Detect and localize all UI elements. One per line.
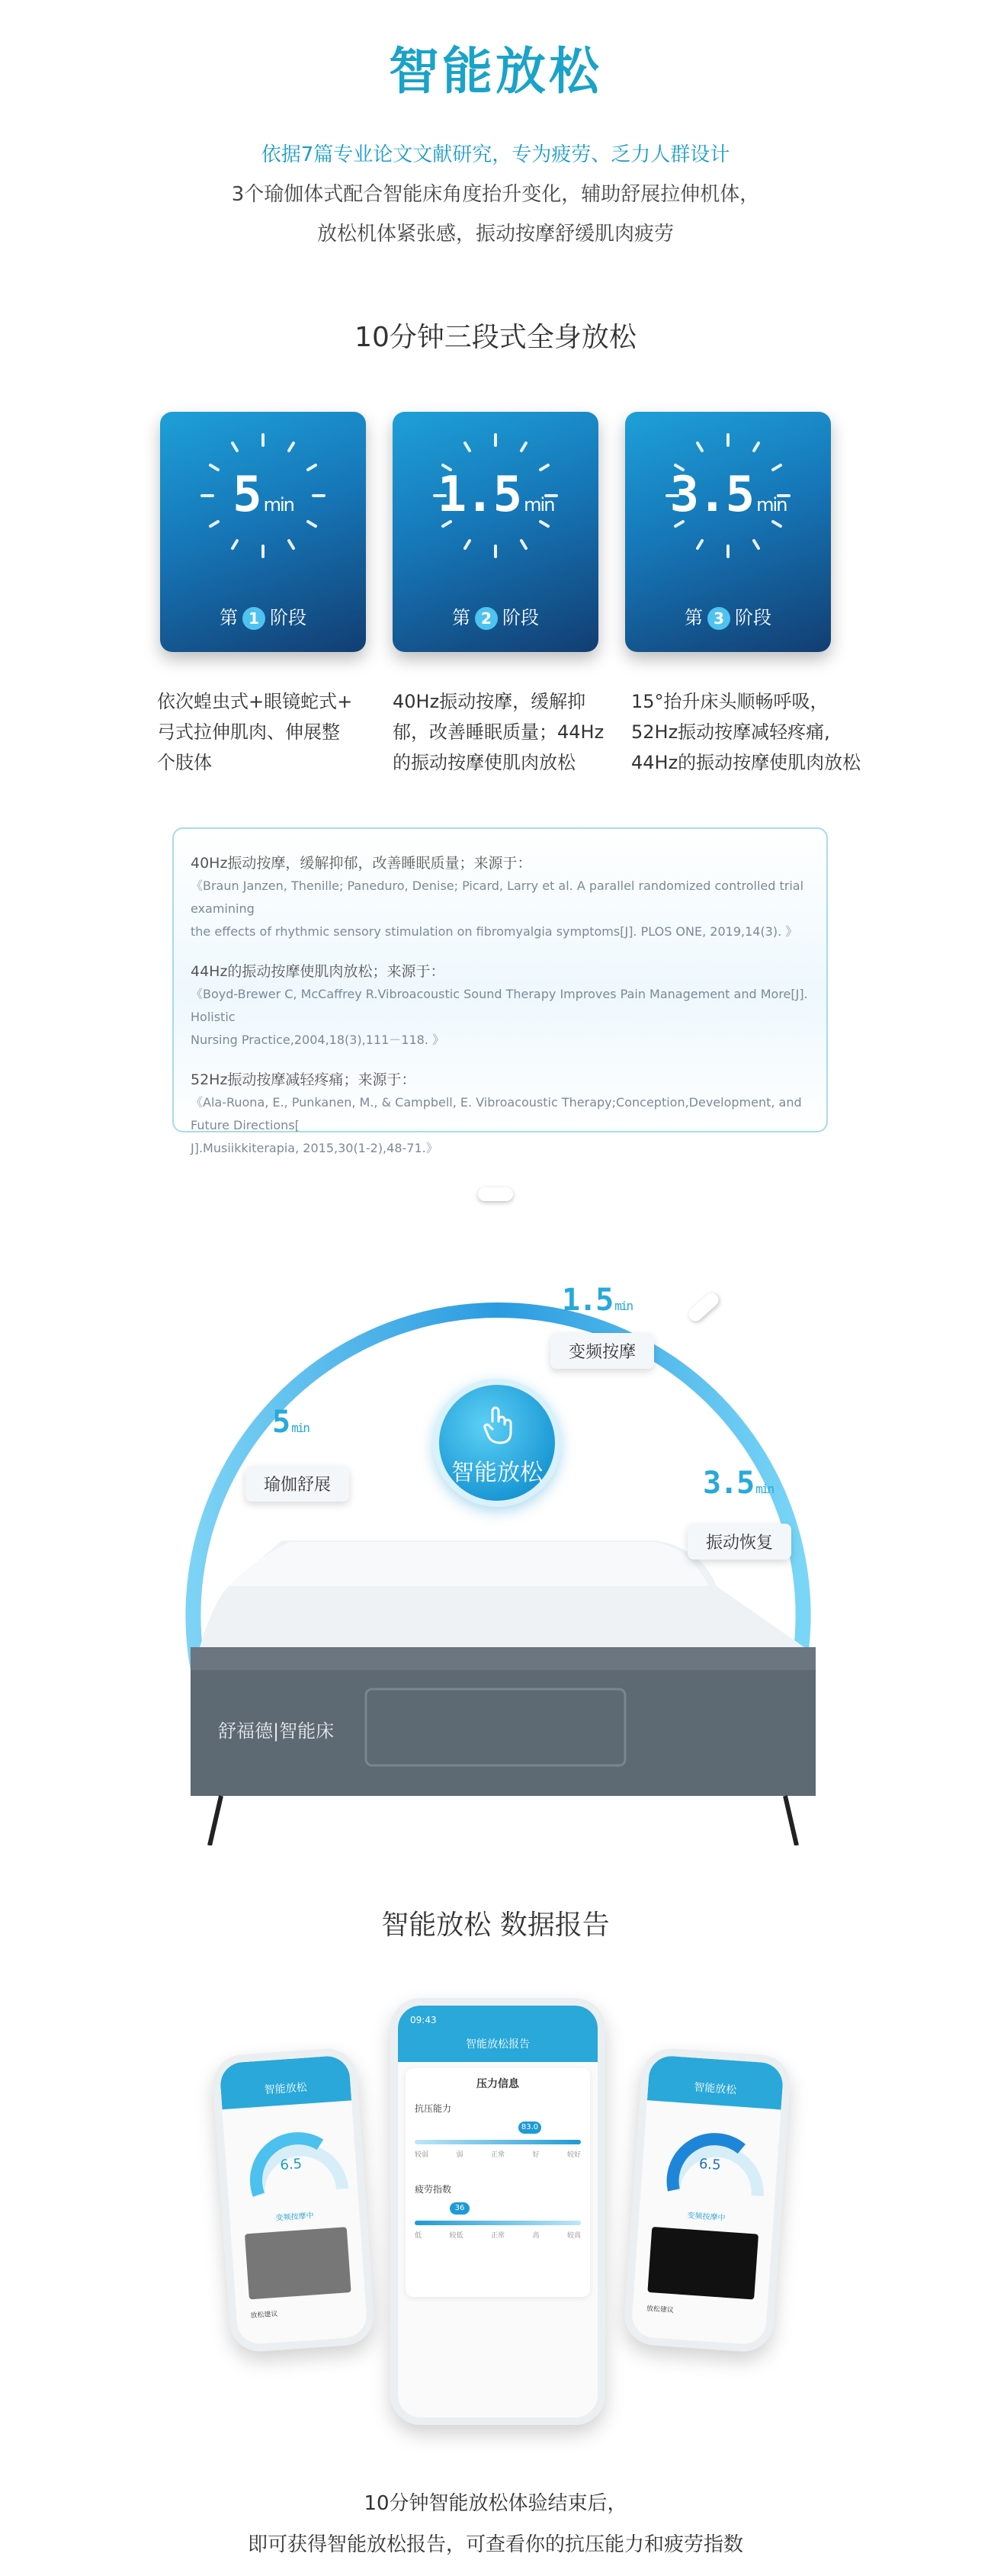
resilience-label: 抗压能力 — [415, 2103, 452, 2114]
gauge-value: 6.5 — [279, 2156, 303, 2174]
stage-3-prefix: 第 — [685, 607, 703, 628]
phone-right — [623, 2047, 793, 2354]
phone-center — [390, 1998, 605, 2425]
pressure-card — [406, 2068, 590, 2297]
stage-2-unit: min — [524, 494, 554, 516]
stage-2-suffix: 阶段 — [502, 607, 539, 628]
tick-label: 正常 — [490, 2151, 505, 2159]
bottom-line-1: 10分钟智能放松体验结束后， — [364, 2492, 627, 2515]
chip-vibration-recovery: 振动恢复 — [688, 1524, 791, 1559]
desc-line: 44Hz的振动按摩使肌肉放松 — [631, 752, 861, 773]
stage-card-2 — [393, 412, 598, 652]
note-title: 放松建议 — [250, 2310, 278, 2321]
report-title: 智能放松 数据报告 — [381, 1910, 610, 1941]
tick-label: 较弱 — [415, 2151, 429, 2159]
stage-2-index: 2 — [475, 607, 498, 630]
references-box — [172, 827, 828, 1155]
tick-label: 弱 — [456, 2151, 463, 2159]
gauge-caption: 变频按摩中 — [687, 2211, 726, 2223]
phone-left — [211, 2047, 377, 2353]
reference-title: 44Hz的振动按摩使肌肉放松；来源于： — [191, 963, 445, 980]
citation-line: 《Braun Janzen, Thenille; Paneduro, Denise; Picard, Larry et al. A parallel randomized controlled trial examining — [191, 878, 804, 916]
fatigue-ticks — [415, 2230, 581, 2240]
stage-2-desc — [393, 686, 629, 778]
desc-line: 依次蝗虫式+眼镜蛇式+ — [157, 691, 353, 712]
desc-line: 弓式拉伸肌肉、伸展整 — [157, 721, 340, 743]
stage-3-suffix: 阶段 — [735, 607, 771, 628]
tap-hand-icon — [482, 1405, 515, 1444]
desc-line: 40Hz振动按摩，缓解抑 — [393, 691, 586, 712]
diagram-value-1 — [272, 1405, 309, 1440]
desc-line: 52Hz振动按摩减轻疼痛, — [631, 721, 830, 743]
stage-1-desc — [157, 686, 393, 778]
gauge-value: 6.5 — [698, 2156, 722, 2174]
diagram-value-3 — [703, 1466, 773, 1501]
intro-line-2: 3个瑜伽体式配合智能床角度抬升变化，辅助舒展拉伸机体， — [231, 183, 760, 206]
stage-2-prefix: 第 — [452, 607, 470, 628]
diagram-value-2-unit: min — [614, 1299, 633, 1313]
phone-center-bar: 智能放松报告 — [398, 2006, 598, 2062]
tick-label: 好 — [532, 2151, 540, 2159]
smart-relax-button[interactable] — [433, 1379, 561, 1507]
bed-thumbnail — [647, 2227, 758, 2300]
stage-1-prefix: 第 — [220, 607, 238, 628]
tick-label: 较高 — [566, 2232, 581, 2240]
reference-citation — [191, 983, 810, 1052]
page-title: 智能放松 — [389, 42, 602, 101]
diagram-value-3-number: 3.5 — [703, 1466, 754, 1501]
citation-line: 《Boyd-Brewer C, McCaffrey R.Vibroacoustic Sound Therapy Improves Pain Management and More[J]. Holistic — [191, 987, 808, 1024]
smart-relax-label: 智能放松 — [451, 1460, 543, 1486]
progress-arc-icon — [0, 1190, 991, 1845]
bed-thumbnail — [245, 2227, 351, 2299]
citation-line: the effects of rhythmic sensory stimulation on fibromyalgia symptoms[J]. PLOS ONE, 2019,14(3). 》 — [191, 924, 798, 939]
desc-line: 个肢体 — [157, 752, 212, 773]
tick-label: 低 — [415, 2232, 422, 2240]
gauge-caption: 变频按摩中 — [275, 2211, 314, 2223]
stage-card-3 — [625, 412, 831, 652]
diagram-value-1-number: 5 — [272, 1405, 290, 1440]
arc-marker — [478, 1187, 513, 1201]
bed-brand-logo: 舒福德|智能床 — [218, 1720, 335, 1742]
diagram-value-2 — [562, 1283, 632, 1318]
stage-1-index: 1 — [242, 607, 265, 630]
stage-3-unit: min — [756, 494, 787, 516]
phone-right-bar: 智能放松 — [647, 2054, 784, 2109]
tick-label: 正常 — [490, 2232, 505, 2240]
diagram-value-1-unit: min — [291, 1421, 309, 1435]
resilience-ticks — [415, 2149, 581, 2159]
diagram-value-3-unit: min — [755, 1482, 774, 1496]
intro-line-3: 放松机体紧张感，振动按摩舒缓肌肉疲劳 — [316, 223, 674, 246]
resilience-bar — [415, 2140, 581, 2144]
fatigue-label: 疲劳指数 — [415, 2184, 452, 2195]
stage-3-desc — [631, 686, 890, 778]
resilience-badge: 83.0 — [518, 2122, 541, 2134]
chip-yoga-stretch: 瑜伽舒展 — [245, 1466, 349, 1502]
reference-title: 52Hz振动按摩减轻疼痛；来源于： — [191, 1071, 416, 1088]
stage-1-suffix: 阶段 — [270, 607, 306, 628]
citation-line: Nursing Practice,2004,18(3),111－118. 》 — [191, 1033, 445, 1047]
tick-label: 高 — [532, 2232, 540, 2240]
reference-citation — [191, 1091, 810, 1160]
stage-3-index: 3 — [707, 607, 730, 630]
diagram-value-2-number: 1.5 — [562, 1283, 613, 1318]
desc-line: 15°抬升床头顺畅呼吸， — [631, 691, 829, 712]
status-time: 09:43 — [410, 2015, 437, 2025]
desc-line: 郁，改善睡眠质量；44Hz — [393, 721, 605, 743]
reference-title: 40Hz振动按摩，缓解抑郁，改善睡眠质量；来源于： — [191, 855, 532, 872]
desc-line: 的振动按摩使肌肉放松 — [393, 752, 576, 773]
phone-left-bar: 智能放松 — [219, 2055, 351, 2110]
stage-2-value: 1.5 — [437, 467, 521, 523]
citation-line: J].Musiikkiterapia, 2015,30(1-2),48-71.》 — [191, 1141, 438, 1155]
stage-1-unit: min — [263, 494, 293, 516]
fatigue-badge: 36 — [450, 2202, 470, 2215]
intro-line-1: 依据7篇专业论文文献研究，专为疲劳、乏力人群设计 — [261, 143, 730, 166]
tick-label: 较低 — [449, 2232, 463, 2240]
pressure-card-title: 压力信息 — [476, 2078, 519, 2090]
tick-label: 较好 — [566, 2151, 581, 2159]
stage-1-value: 5 — [233, 467, 261, 523]
stage-card-1 — [160, 412, 366, 652]
stage-3-value: 3.5 — [669, 467, 754, 523]
bottom-line-2: 即可获得智能放松报告，可查看你的抗压能力和疲劳指数 — [247, 2533, 743, 2556]
stages-title: 10分钟三段式全身放松 — [354, 322, 637, 353]
reference-citation — [191, 875, 810, 943]
note-title: 放松建议 — [646, 2305, 675, 2315]
chip-vibration-massage: 变频按摩 — [550, 1333, 654, 1369]
citation-line: 《Ala-Ruona, E., Punkanen, M., & Campbell, E. Vibroacoustic Therapy;Conception,Development, and Future Directions[ — [191, 1095, 802, 1132]
fatigue-bar — [415, 2221, 581, 2225]
